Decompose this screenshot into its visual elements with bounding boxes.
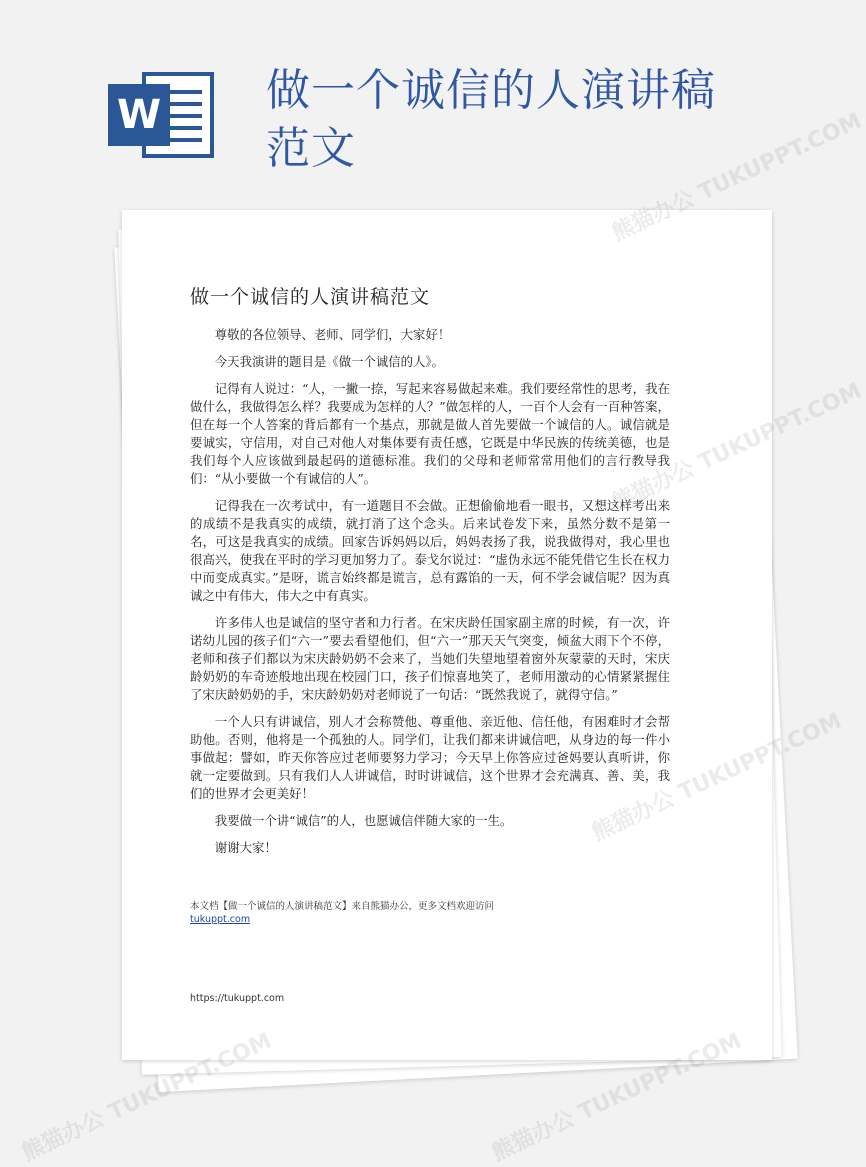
page-url: https://tukuppt.com bbox=[190, 993, 285, 1004]
banner-title-line-2: 范文 bbox=[266, 123, 356, 174]
watermark: TUKUPPT.COM bbox=[695, 378, 866, 476]
document-footer-note bbox=[190, 900, 670, 926]
banner bbox=[0, 0, 800, 200]
document-title: 做一个诚信的人演讲稿范文 bbox=[190, 286, 431, 308]
watermark: 熊猫办公 TUKUPPT.COM bbox=[608, 108, 866, 247]
banner-title-line-1: 做一个诚信的人演讲稿 bbox=[266, 65, 716, 116]
word-logo-icon bbox=[108, 68, 220, 164]
footer-note-text: 本文档【做一个诚信的人演讲稿范文】来自熊猫办公，更多文档欢迎访问 bbox=[190, 901, 495, 912]
paragraph-topic: 今天我演讲的题目是《做一个诚信的人》。 bbox=[214, 354, 445, 369]
document-body bbox=[190, 326, 670, 866]
paragraph-wish: 我要做一个讲“诚信”的人，也愿诚信伴随大家的一生。 bbox=[214, 813, 513, 828]
paragraph-exam-story: 记得我在一次考试中，有一道题目不会做。正想偷偷地看一眼书，又想这样考出来的成绩不是我真实的成绩，就打消了这个念头。后来试卷发下来，虽然分数不是第一名，可这是我真实的成绩。回家告诉妈妈以后，妈妈表扬了我，说我做得对，我心里也很高兴，使我在平时的学习更加努力了。泰戈尔说过：“虚伪永远不能凭借它生长在权力中而变成真实。”是呀，谎言始终都是谎言，总有露馅的一天，何不学会诚信呢？因为真诚之中有伟大，伟大之中有真实。 bbox=[190, 498, 670, 603]
word-logo-letter: W bbox=[108, 84, 170, 146]
banner-title bbox=[266, 62, 736, 178]
paragraph-thanks: 谢谢大家！ bbox=[214, 840, 277, 855]
document-page bbox=[122, 210, 772, 1060]
paragraph-great-people: 许多伟人也是诚信的坚守者和力行者。在宋庆龄任国家副主席的时候，有一次，许诺幼儿园的孩子们“六一”要去看望他们，但“六一”那天天气突变，倾盆大雨下个不停，老师和孩子们都以为宋庆龄奶奶不会来了，当她们失望地望着窗外灰蒙蒙的天时，宋庆龄奶奶的车奇迹般地出现在校园门口，孩子们惊喜地笑了，老师用激动的心情紧紧握住了宋庆龄奶奶的手，宋庆龄奶奶对老师说了一句话：“既然我说了，就得守信。” bbox=[190, 615, 670, 702]
watermark: 熊猫办公 TUKUPPT.COM bbox=[18, 1028, 276, 1167]
watermark: 熊猫办公 TUKUPPT.COM bbox=[488, 1028, 746, 1167]
footer-link[interactable]: tukuppt.com bbox=[190, 914, 251, 925]
paragraph-quote: 记得有人说过：“人，一撇一捺，写起来容易做起来难。我们要经常性的思考，我在做什么，我做得怎么样？我要成为怎样的人？”做怎样的人，一百个人会有一百种答案，但在每一个人答案的背后都有一个基点，那就是做人首先要做一个诚信的人。诚信就是要诚实，守信用，对自己对他人对集体要有责任感，它既是中华民族的传统美德，也是我们每个人应该做到最起码的道德标准。我们的父母和老师常常用他们的言行教导我们：“从小要做一个有诚信的人”。 bbox=[190, 381, 670, 486]
paragraph-call-to-action: 一个人只有讲诚信，别人才会称赞他、尊重他、亲近他、信任他，有困难时才会帮助他。否则，他将是一个孤独的人。同学们，让我们都来讲诚信吧，从身边的每一件小事做起：譬如，昨天你答应过老师要努力学习；今天早上你答应过爸妈要认真听讲，你就一定要做到。只有我们人人讲诚信，时时讲诚信，这个世界才会充满真、善、美，我们的世界才会更美好！ bbox=[190, 714, 670, 801]
paragraph-greeting: 尊敬的各位领导、老师、同学们，大家好！ bbox=[214, 327, 451, 342]
